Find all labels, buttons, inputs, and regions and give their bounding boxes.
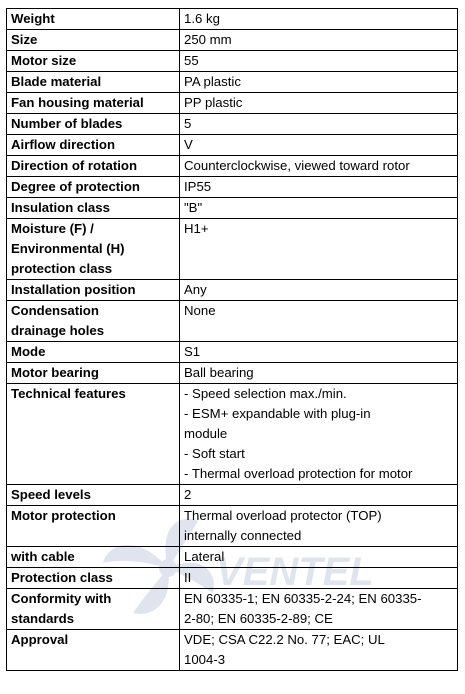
spec-label: Degree of protection (7, 177, 180, 198)
spec-label: Insulation class (7, 198, 180, 219)
spec-value: 2 (180, 485, 458, 506)
specification-table-body (7, 9, 458, 671)
spec-value: Lateral (180, 547, 458, 568)
spec-label: Condensation drainage holes (7, 301, 180, 342)
spec-value: Any (180, 280, 458, 301)
spec-value: PP plastic (180, 93, 458, 114)
spec-value: EN 60335-1; EN 60335-2-24; EN 60335- 2-80; EN 60335-2-89; CE (180, 589, 458, 630)
spec-row (7, 198, 458, 219)
spec-label: Airflow direction (7, 135, 180, 156)
spec-sheet (6, 8, 457, 671)
spec-label: Direction of rotation (7, 156, 180, 177)
spec-value: S1 (180, 342, 458, 363)
spec-value: 1.6 kg (180, 9, 458, 30)
spec-value: 55 (180, 51, 458, 72)
spec-label: with cable (7, 547, 180, 568)
spec-row (7, 547, 458, 568)
spec-label: Motor protection (7, 506, 180, 547)
spec-row (7, 342, 458, 363)
spec-value: IP55 (180, 177, 458, 198)
spec-label: Approval (7, 630, 180, 671)
spec-row (7, 135, 458, 156)
spec-value: 250 mm (180, 30, 458, 51)
spec-label: Moisture (F) / Environmental (H) protection class (7, 219, 180, 280)
spec-value: Ball bearing (180, 363, 458, 384)
spec-row (7, 280, 458, 301)
spec-label: Mode (7, 342, 180, 363)
spec-label: Conformity with standards (7, 589, 180, 630)
spec-label: Number of blades (7, 114, 180, 135)
spec-label: Installation position (7, 280, 180, 301)
spec-row (7, 114, 458, 135)
spec-row (7, 9, 458, 30)
spec-value: - Speed selection max./min. - ESM+ expandable with plug-in module - Soft start - Thermal overload protection for motor (180, 384, 458, 485)
spec-value: Counterclockwise, viewed toward rotor (180, 156, 458, 177)
spec-value: Thermal overload protector (TOP) internally connected (180, 506, 458, 547)
spec-row (7, 93, 458, 114)
spec-row (7, 219, 458, 280)
spec-row (7, 363, 458, 384)
spec-label: Fan housing material (7, 93, 180, 114)
spec-row (7, 72, 458, 93)
spec-value: PA plastic (180, 72, 458, 93)
spec-row (7, 506, 458, 547)
spec-value: II (180, 568, 458, 589)
spec-row (7, 630, 458, 671)
spec-row (7, 177, 458, 198)
watermark-text: VENTEL (216, 550, 374, 594)
spec-row (7, 589, 458, 630)
spec-value: None (180, 301, 458, 342)
spec-value: VDE; CSA C22.2 No. 77; EAC; UL 1004-3 (180, 630, 458, 671)
spec-row (7, 51, 458, 72)
spec-label: Weight (7, 9, 180, 30)
spec-row (7, 301, 458, 342)
specification-table (6, 8, 458, 671)
spec-label: Technical features (7, 384, 180, 485)
spec-label: Blade material (7, 72, 180, 93)
spec-row (7, 384, 458, 485)
spec-row (7, 156, 458, 177)
spec-value: 5 (180, 114, 458, 135)
spec-label: Protection class (7, 568, 180, 589)
spec-label: Motor bearing (7, 363, 180, 384)
spec-row (7, 568, 458, 589)
spec-value: H1+ (180, 219, 458, 280)
spec-label: Speed levels (7, 485, 180, 506)
spec-row (7, 30, 458, 51)
spec-value: "B" (180, 198, 458, 219)
spec-label: Size (7, 30, 180, 51)
spec-row (7, 485, 458, 506)
spec-value: V (180, 135, 458, 156)
spec-label: Motor size (7, 51, 180, 72)
